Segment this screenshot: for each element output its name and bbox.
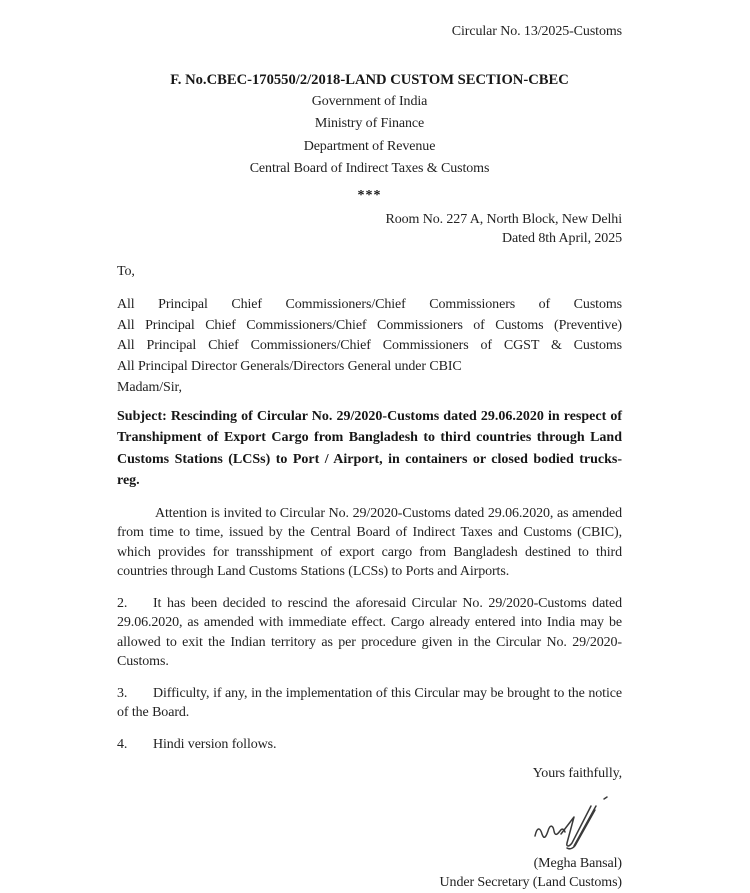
paragraph-text: Attention is invited to Circular No. 29/2020-Customs dated 29.06.2020, as amended from time to time, issued by the Central Board of Indirect Taxes and Customs (CBIC), which provides for transshipment of export cargo from Bangladesh destined to third countries through Land Customs Stations (LCSs) to Ports and Airports. <box>117 505 622 579</box>
signatory-name: (Megha Bansal) <box>533 855 622 871</box>
signatory-title: Under Secretary (Land Customs) <box>439 875 622 890</box>
addressee-line-2: All Principal Chief Commissioners/Chief Commissioners of Customs (Preventive) <box>117 317 622 333</box>
letter-date: Dated 8th April, 2025 <box>502 231 622 246</box>
body-paragraph-2 <box>117 594 622 672</box>
body-paragraph-4 <box>117 735 622 755</box>
org-line-government: Government of India <box>311 93 428 109</box>
paragraph-number: 3. <box>117 685 128 701</box>
addressee-line-3: All Principal Chief Commissioners/Chief Commissioners of CGST & Customs <box>117 338 622 353</box>
addressee-line-4: All Principal Director Generals/Directors General under CBIC <box>117 358 462 374</box>
closing-valediction: Yours faithfully, <box>532 766 622 781</box>
paragraph-number: 4. <box>117 736 128 752</box>
file-number: F. No.CBEC-170550/2/2018-LAND CUSTOM SECTION-CBEC <box>170 71 569 88</box>
org-line-department: Department of Revenue <box>303 138 436 154</box>
paragraph-number: 2. <box>117 595 128 611</box>
circular-number: Circular No. 13/2025-Customs <box>451 24 622 39</box>
subject-line: Subject: Rescinding of Circular No. 29/2020-Customs dated 29.06.2020 in respect of Transhipment of Export Cargo from Bangladesh to third countries through Land Customs Stations (LCSs) to Port / Airport, in containers or closed bodied trucks- reg. <box>117 408 622 488</box>
signature-scribble-icon <box>532 792 618 850</box>
addressee-line-1: All Principal Chief Commissioners/Chief Commissioners of Customs <box>117 297 622 312</box>
to-label: To, <box>117 263 135 279</box>
office-address: Room No. 227 A, North Block, New Delhi <box>385 211 622 227</box>
addressee-list <box>117 295 622 377</box>
salutation: Madam/Sir, <box>117 380 182 395</box>
org-line-board: Central Board of Indirect Taxes & Customs <box>249 161 490 176</box>
org-line-ministry: Ministry of Finance <box>314 116 425 131</box>
signature-block <box>117 792 622 850</box>
paragraph-text: It has been decided to rescind the aforesaid Circular No. 29/2020-Customs dated 29.06.2020, as amended with immediate effect. Cargo already entered into India may be allowed to exit the Indian territory as per procedure given in the Circular No. 29/2020-Customs. <box>117 595 622 669</box>
paragraph-text: Difficulty, if any, in the implementation of this Circular may be brought to the notice of the Board. <box>117 685 622 720</box>
paragraph-text: Hindi version follows. <box>153 736 277 752</box>
body-paragraph-1 <box>117 504 622 582</box>
body-paragraph-3 <box>117 684 622 723</box>
section-separator: *** <box>357 187 382 203</box>
